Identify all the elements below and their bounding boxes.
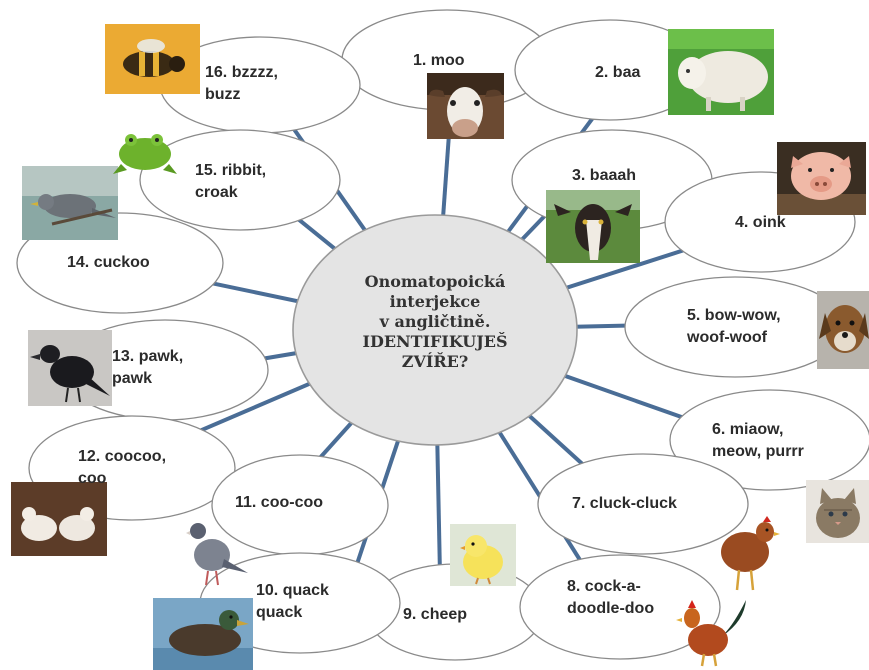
bee-icon	[105, 24, 200, 94]
label-1: 1. moo	[413, 52, 465, 69]
label-5: 5. bow-wow, woof-woof	[687, 307, 781, 346]
label-9: 9. cheep	[403, 606, 468, 623]
goat-icon	[546, 190, 640, 263]
cuckoo-icon	[22, 166, 118, 240]
duck-icon	[153, 598, 253, 670]
label-12: 12. coocoo, coo	[78, 448, 167, 487]
label-3: 3. baaah	[572, 167, 637, 184]
label-2: 2. baa	[595, 64, 641, 81]
label-4: 4. oink	[735, 214, 786, 231]
label-13: 13. pawk, pawk	[112, 348, 184, 387]
label-14: 14. cuckoo	[67, 254, 150, 271]
pig-icon	[777, 142, 866, 215]
chick-icon	[450, 524, 516, 586]
dog-icon	[817, 291, 869, 369]
cow-icon	[427, 73, 504, 139]
label-7: 7. cluck-cluck	[572, 495, 677, 512]
crow-icon	[28, 330, 112, 406]
center-title: Onomatopoická interjekce v angličtině. IDENTIFIKUJEŠ ZVÍŘE?	[362, 272, 508, 371]
label-10: 10. quack quack	[256, 582, 329, 621]
label-11: 11. coo-coo	[235, 494, 324, 511]
label-6: 6. miaow, meow, purrr	[712, 421, 804, 460]
label-15: 15. ribbit, croak	[195, 162, 267, 201]
frog-icon	[113, 134, 177, 174]
sheep-icon	[668, 29, 774, 115]
label-8: 8. cock-a- doodle-doo	[567, 578, 655, 617]
cat-icon	[806, 480, 869, 543]
label-16: 16. bzzzz, buzz	[205, 64, 278, 103]
doves-icon	[11, 482, 107, 556]
